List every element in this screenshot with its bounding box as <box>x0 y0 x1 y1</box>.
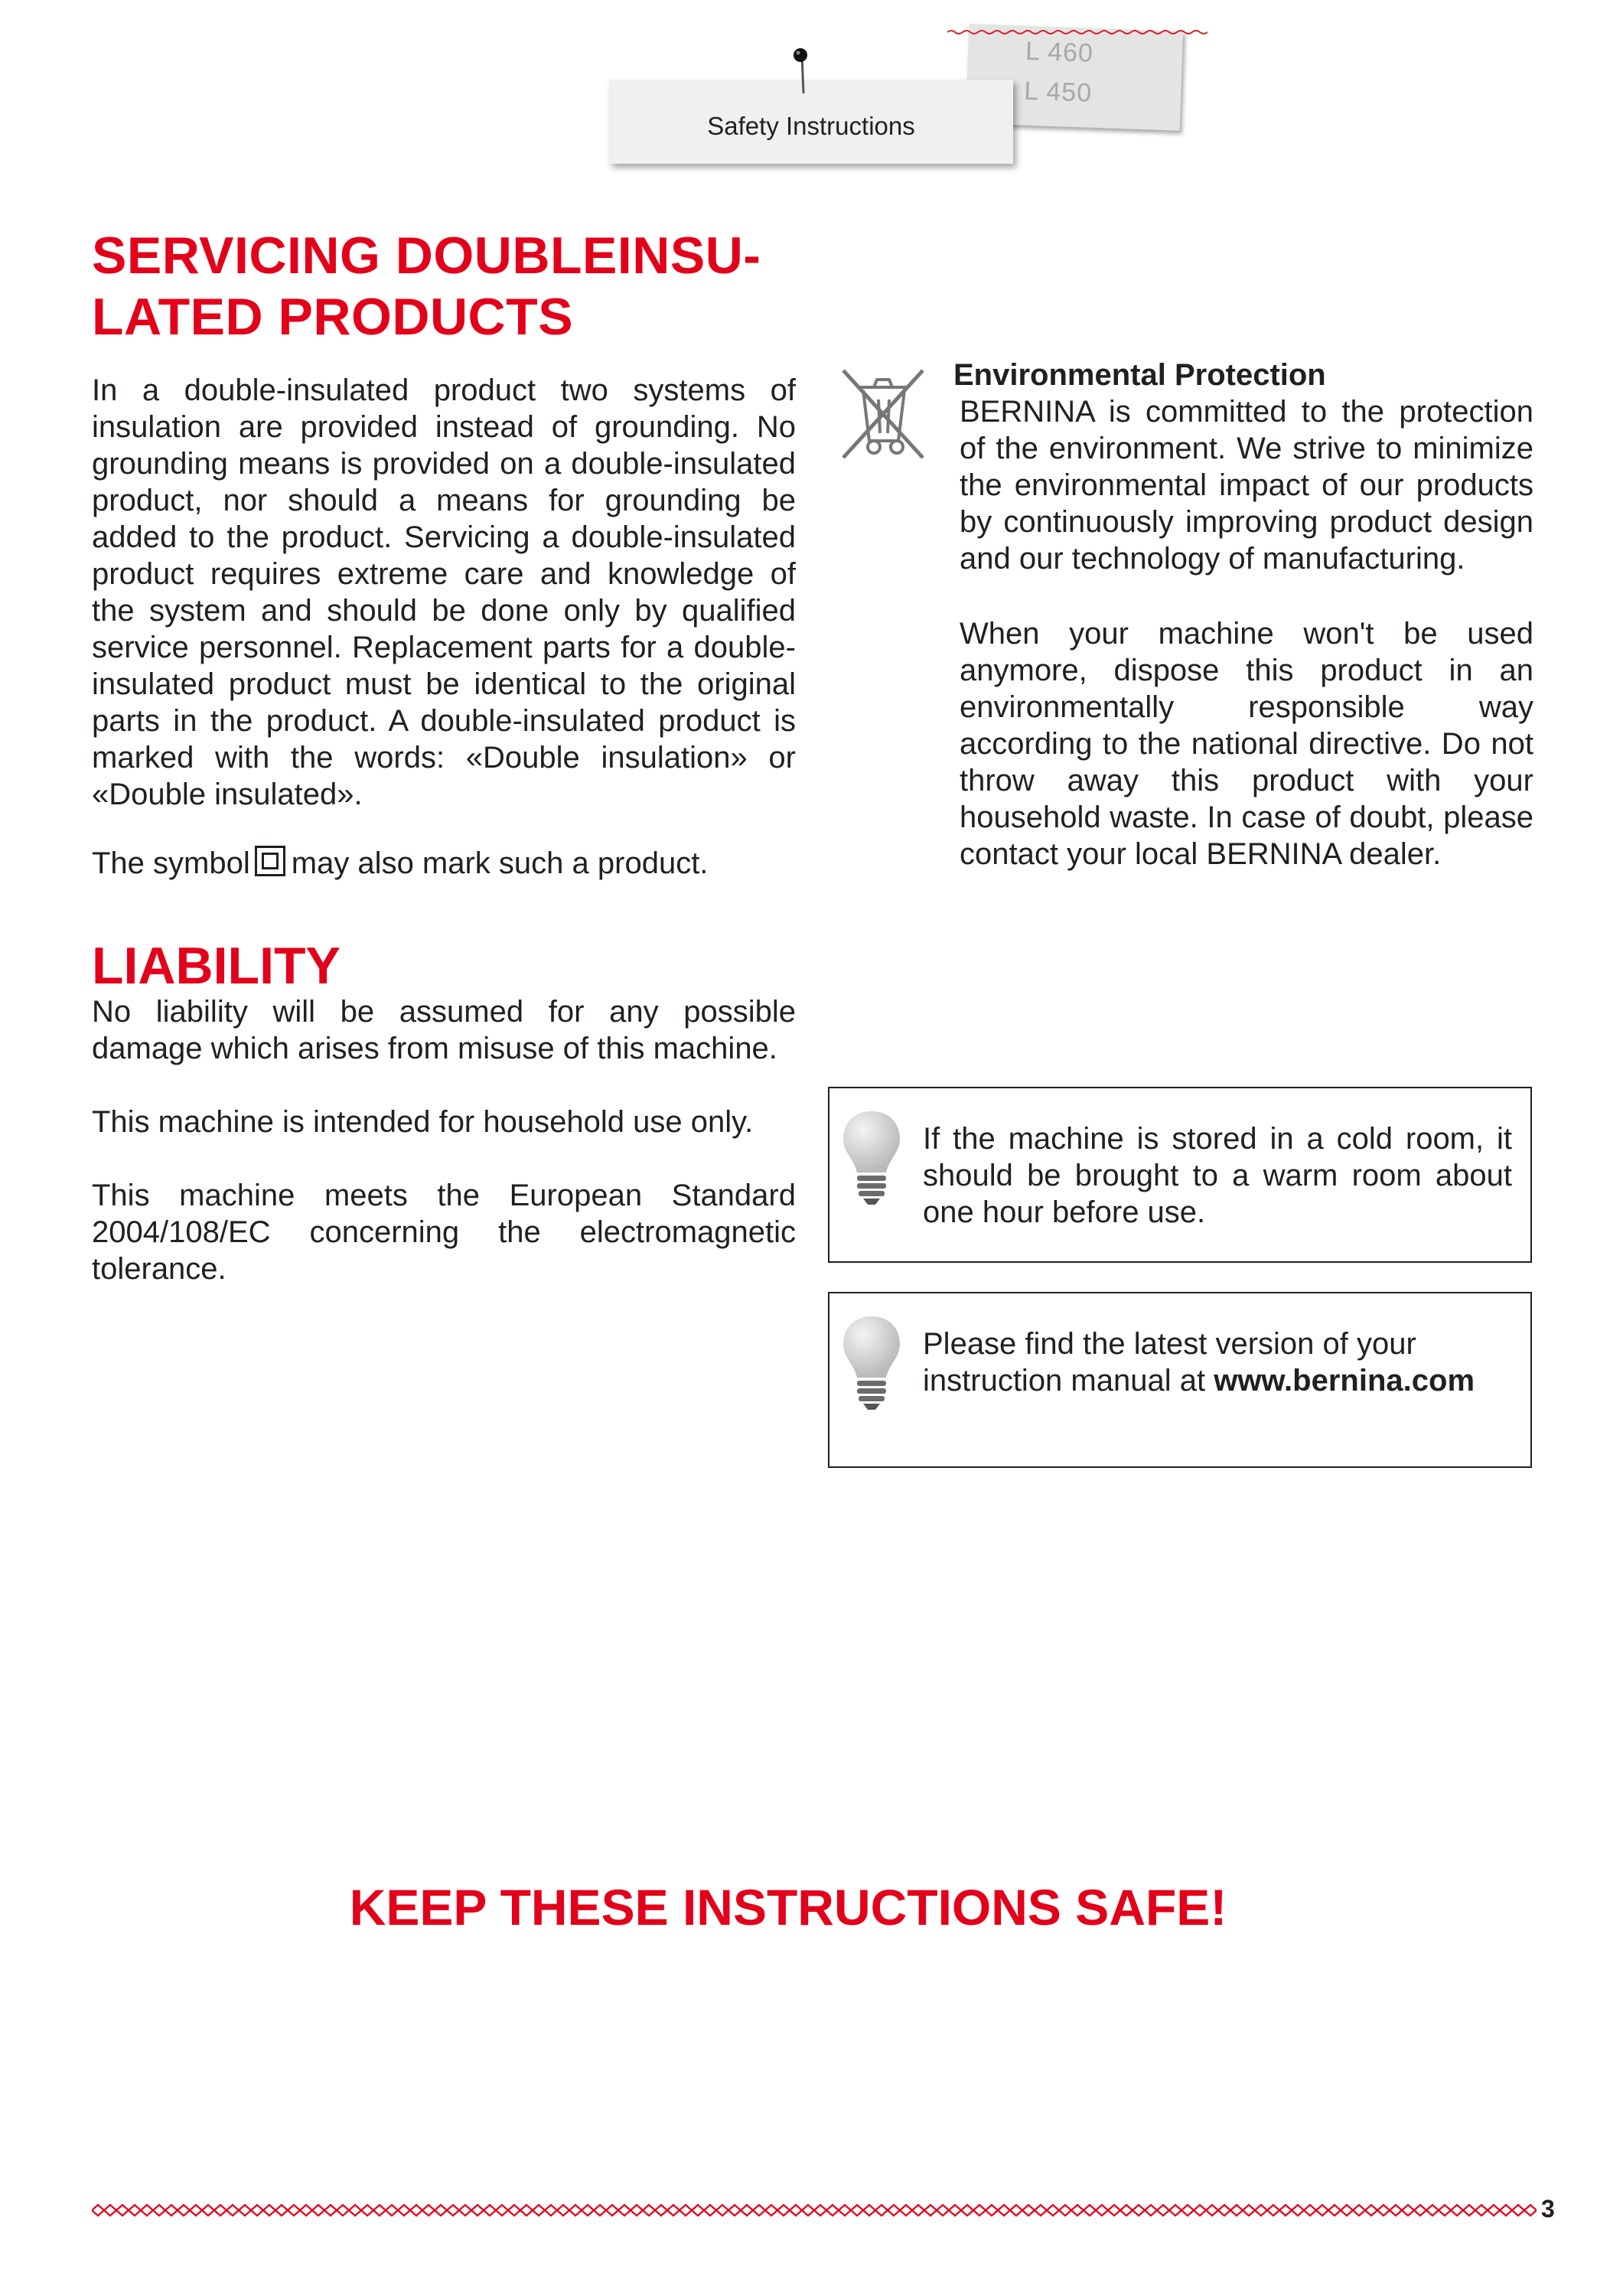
environmental-paragraph-1: BERNINA is committed to the protection of the environment. We strive to minimize the environmental impact of our products by continuously improving product design and our technology of manufacturing. <box>960 395 1533 576</box>
stitch-line-decoration <box>947 28 1207 37</box>
servicing-heading <box>92 225 842 347</box>
keep-instructions-heading: KEEP THESE INSTRUCTIONS SAFE! <box>349 1879 1227 1936</box>
environmental-paragraph-2: When your machine won't be used anymore, dispose this product in an environmentally responsible way according to the national directive. Do not throw away this product with your household waste. In case of doubt, please contact your local BERNINA dealer. <box>960 617 1533 871</box>
servicing-heading-line2: LATED PRODUCTS <box>92 288 574 346</box>
double-insulation-symbol-icon <box>255 846 285 876</box>
liability-heading: LIABILITY <box>92 937 341 995</box>
bernina-website-link[interactable]: www.bernina.com <box>1214 1364 1475 1397</box>
page-number: 3 <box>1541 2195 1555 2223</box>
light-bulb-icon <box>840 1313 903 1413</box>
tip-text-manual-version <box>923 1326 1512 1399</box>
tip-box-manual-version <box>828 1292 1532 1468</box>
tip-text-before-url: Please find the latest version of your instruction manual at <box>923 1327 1416 1397</box>
servicing-paragraph: In a double-insulated product two systems of insulation are provided instead of grounding. No grounding means is provided on a double-insulated product, nor should a means for grounding be added to the product. Servicing a double-insulated product requires extreme care and knowledge of the system and should be done only by qualified service personnel. Replacement parts for a double-insulated product must be identical to the original parts in the product. A double-insulated product is marked with the words: «Double insulation» or «Double insulated». <box>92 373 796 811</box>
liability-paragraph-3: This machine meets the European Standard 2004/108/EC concerning the electromagnetic tolerance. <box>92 1179 796 1286</box>
environmental-title: Environmental Protection <box>953 358 1326 392</box>
liability-paragraph-2: This machine is intended for household use only. <box>92 1105 754 1139</box>
section-title: Safety Instructions <box>707 112 915 140</box>
symbol-sentence <box>92 845 796 882</box>
footer-decorative-border <box>92 2203 1537 2218</box>
tip-text-cold-room: If the machine is stored in a cold room, it should be brought to a warm room about one hour before use. <box>923 1122 1512 1229</box>
symbol-text-after: may also mark such a product. <box>291 846 709 880</box>
tip-box-cold-room <box>828 1087 1532 1263</box>
light-bulb-icon <box>840 1108 903 1208</box>
model-label-l450: L 450 <box>1023 76 1093 108</box>
servicing-heading-line1: SERVICING DOUBLEINSU- <box>92 227 761 285</box>
symbol-text-before: The symbol <box>92 846 250 880</box>
crossed-out-wheelie-bin-icon <box>837 364 929 464</box>
pin-icon <box>787 46 817 99</box>
model-label-l460: L 460 <box>1025 36 1094 68</box>
liability-paragraph-1: No liability will be assumed for any possible damage which arises from misuse of this machine. <box>92 995 796 1065</box>
